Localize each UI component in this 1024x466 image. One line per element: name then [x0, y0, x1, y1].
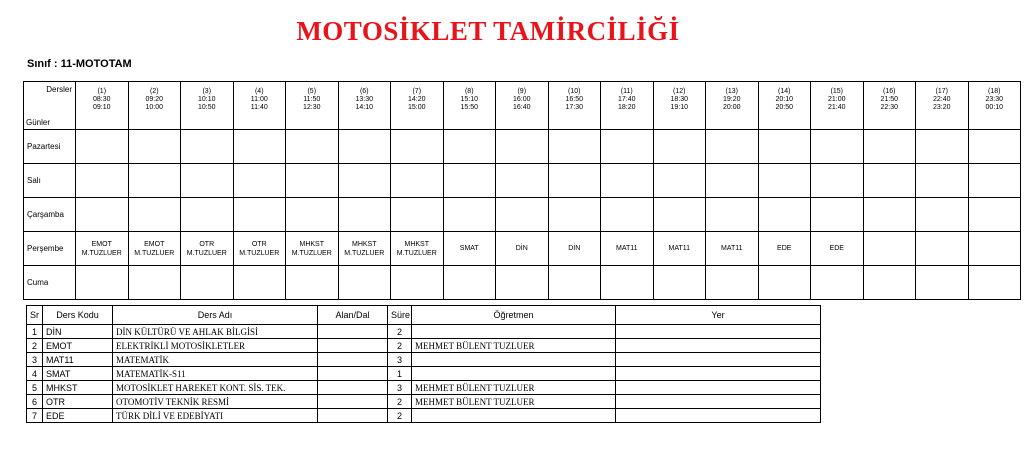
period-start: 21:50 [880, 96, 899, 103]
cell-course-code: MAT11 [720, 245, 743, 252]
period-header [338, 82, 391, 130]
period-number: (18) [988, 88, 1001, 95]
schedule-cell [286, 130, 339, 164]
cell-course-code: EDE [829, 245, 844, 252]
course-list-table [26, 305, 821, 423]
course-hours: 3 [388, 381, 412, 395]
cell-course-code: OTR [251, 240, 267, 248]
schedule-cell [391, 198, 444, 232]
period-start: 22:40 [932, 96, 951, 103]
schedule-cell [863, 198, 916, 232]
schedule-cell [496, 232, 549, 266]
schedule-cell [863, 266, 916, 300]
day-row [24, 198, 1021, 232]
course-field [318, 325, 388, 339]
schedule-cell [916, 130, 969, 164]
schedule-cell [286, 198, 339, 232]
schedule-header-row [24, 82, 1021, 130]
schedule-cell [916, 198, 969, 232]
period-end: 10:00 [145, 104, 164, 111]
course-name: TÜRK DİLİ VE EDEBİYATI [113, 409, 318, 423]
schedule-cell [391, 130, 444, 164]
day-name: Çarşamba [24, 198, 76, 232]
schedule-cell [128, 266, 181, 300]
cell-course-code: EMOT [144, 240, 165, 248]
course-teacher [412, 325, 616, 339]
schedule-cell [496, 164, 549, 198]
course-name: DİN KÜLTÜRÜ VE AHLAK BİLGİSİ [113, 325, 318, 339]
schedule-cell [181, 232, 234, 266]
course-field [318, 381, 388, 395]
course-place [616, 339, 821, 353]
schedule-cell [128, 198, 181, 232]
schedule-cell [811, 198, 864, 232]
cell-course-code: MAT11 [668, 245, 691, 252]
period-header [76, 82, 129, 130]
col-header-place: Yer [616, 306, 821, 325]
period-header [968, 82, 1021, 130]
course-row [27, 367, 821, 381]
schedule-cell [391, 164, 444, 198]
period-start: 18:30 [670, 96, 689, 103]
course-teacher: MEHMET BÜLENT TUZLUER [412, 381, 616, 395]
course-place [616, 395, 821, 409]
period-header [496, 82, 549, 130]
schedule-cell [916, 232, 969, 266]
day-name: Pazartesi [24, 130, 76, 164]
period-number: (8) [464, 88, 474, 95]
schedule-cell [758, 198, 811, 232]
cell-teacher: M.TUZLUER [396, 249, 437, 257]
course-code: MAT11 [43, 353, 113, 367]
course-code: DİN [43, 325, 113, 339]
course-sr: 1 [27, 325, 43, 339]
corner-cell [24, 82, 76, 130]
schedule-cell [601, 232, 654, 266]
schedule-cell [548, 164, 601, 198]
col-header-field: Alan/Dal [318, 306, 388, 325]
course-name: MOTOSİKLET HAREKET KONT. SİS. TEK. [113, 381, 318, 395]
schedule-cell [968, 164, 1021, 198]
schedule-cell [706, 164, 759, 198]
period-start: 16:00 [512, 96, 531, 103]
period-number: (17) [935, 88, 948, 95]
period-header [653, 82, 706, 130]
period-header [286, 82, 339, 130]
schedule-cell [128, 130, 181, 164]
period-end: 09:10 [92, 104, 111, 111]
course-code: EDE [43, 409, 113, 423]
cell-course-code: SMAT [459, 245, 479, 252]
schedule-cell [706, 130, 759, 164]
schedule-cell [233, 164, 286, 198]
schedule-cell [811, 232, 864, 266]
schedule-cell [863, 130, 916, 164]
schedule-cell [548, 232, 601, 266]
page-title: MOTOSİKLET TAMİRCİLİĞİ [296, 16, 680, 46]
schedule-cell [916, 266, 969, 300]
cell-teacher: M.TUZLUER [81, 249, 122, 257]
schedule-cell [653, 232, 706, 266]
schedule-cell [706, 266, 759, 300]
schedule-cell [181, 266, 234, 300]
period-end: 17:30 [565, 104, 584, 111]
course-code: SMAT [43, 367, 113, 381]
schedule-cell [233, 198, 286, 232]
period-start: 15:10 [460, 96, 479, 103]
period-end: 15:50 [460, 104, 479, 111]
course-row [27, 381, 821, 395]
col-header-code: Ders Kodu [43, 306, 113, 325]
period-start: 11:00 [250, 96, 268, 103]
period-number: (2) [149, 88, 159, 95]
course-row [27, 395, 821, 409]
schedule-cell [601, 266, 654, 300]
period-number: (15) [830, 88, 843, 95]
period-start: 19:20 [722, 96, 741, 103]
period-header [706, 82, 759, 130]
col-header-sr: Sr [27, 306, 43, 325]
period-header [233, 82, 286, 130]
course-sr: 5 [27, 381, 43, 395]
schedule-cell [443, 164, 496, 198]
period-number: (3) [202, 88, 212, 95]
col-header-hours: Süre [388, 306, 412, 325]
schedule-cell [338, 232, 391, 266]
period-end: 11:40 [250, 104, 268, 111]
period-header [128, 82, 181, 130]
period-number: (7) [412, 88, 422, 95]
schedule-cell [76, 266, 129, 300]
schedule-cell [968, 130, 1021, 164]
schedule-cell [338, 130, 391, 164]
schedule-cell [128, 232, 181, 266]
period-number: (14) [778, 88, 791, 95]
schedule-cell [706, 232, 759, 266]
schedule-table [23, 81, 1021, 300]
schedule-cell [758, 266, 811, 300]
course-sr: 2 [27, 339, 43, 353]
schedule-cell [181, 164, 234, 198]
schedule-cell [706, 198, 759, 232]
schedule-cell [758, 164, 811, 198]
period-number: (1) [97, 88, 107, 95]
schedule-cell [811, 164, 864, 198]
period-header [391, 82, 444, 130]
period-start: 21:00 [827, 96, 846, 103]
schedule-cell [391, 266, 444, 300]
schedule-cell [76, 130, 129, 164]
course-teacher [412, 367, 616, 381]
period-header [181, 82, 234, 130]
period-end: 23:20 [932, 104, 951, 111]
course-teacher: MEHMET BÜLENT TUZLUER [412, 339, 616, 353]
cell-course-code: MHKST [299, 240, 324, 248]
period-header [443, 82, 496, 130]
period-header [758, 82, 811, 130]
course-place [616, 353, 821, 367]
period-header [916, 82, 969, 130]
schedule-cell [76, 232, 129, 266]
cell-course-code: MAT11 [615, 245, 638, 252]
cell-teacher: M.TUZLUER [134, 249, 175, 257]
course-place [616, 367, 821, 381]
day-name: Cuma [24, 266, 76, 300]
schedule-cell [968, 198, 1021, 232]
period-start: 09:20 [145, 96, 164, 103]
schedule-cell [496, 266, 549, 300]
period-number: (13) [725, 88, 738, 95]
course-hours: 2 [388, 339, 412, 353]
day-row [24, 164, 1021, 198]
schedule-cell [968, 232, 1021, 266]
period-start: 16:50 [565, 96, 584, 103]
course-name: OTOMOTİV TEKNİK RESMİ [113, 395, 318, 409]
course-sr: 4 [27, 367, 43, 381]
course-field [318, 409, 388, 423]
period-start: 13:30 [355, 96, 374, 103]
schedule-cell [653, 266, 706, 300]
schedule-cell [338, 164, 391, 198]
course-teacher: MEHMET BÜLENT TUZLUER [412, 395, 616, 409]
course-row [27, 409, 821, 423]
schedule-cell [128, 164, 181, 198]
schedule-cell [443, 266, 496, 300]
course-place [616, 325, 821, 339]
day-name: Salı [24, 164, 76, 198]
period-header [863, 82, 916, 130]
schedule-cell [443, 232, 496, 266]
cell-course-code: DİN [568, 245, 581, 252]
period-end: 19:10 [670, 104, 689, 111]
schedule-cell [811, 266, 864, 300]
cell-course-code: MHKST [352, 240, 377, 248]
course-place [616, 409, 821, 423]
schedule-cell [391, 232, 444, 266]
course-place [616, 381, 821, 395]
period-end: 14:10 [355, 104, 374, 111]
course-hours: 3 [388, 353, 412, 367]
period-start: 10:10 [197, 96, 216, 103]
course-field [318, 339, 388, 353]
course-row [27, 353, 821, 367]
schedule-cell [496, 198, 549, 232]
schedule-cell [548, 266, 601, 300]
period-end: 20:00 [722, 104, 741, 111]
cell-teacher: M.TUZLUER [344, 249, 385, 257]
schedule-cell [181, 198, 234, 232]
day-row [24, 266, 1021, 300]
period-header [601, 82, 654, 130]
schedule-cell [916, 164, 969, 198]
course-code: MHKST [43, 381, 113, 395]
schedule-cell [653, 164, 706, 198]
course-name: MATEMATİK [113, 353, 318, 367]
cell-teacher: M.TUZLUER [291, 249, 332, 257]
col-header-name: Ders Adı [113, 306, 318, 325]
schedule-cell [548, 130, 601, 164]
period-end: 22:30 [880, 104, 899, 111]
course-hours: 2 [388, 395, 412, 409]
period-end: 21:40 [827, 104, 846, 111]
course-hours: 2 [388, 409, 412, 423]
schedule-cell [548, 198, 601, 232]
schedule-cell [758, 130, 811, 164]
period-header [548, 82, 601, 130]
course-row [27, 339, 821, 353]
period-start: 11:50 [303, 96, 321, 103]
schedule-cell [601, 164, 654, 198]
day-row [24, 130, 1021, 164]
corner-lessons-label: Dersler [46, 85, 72, 94]
schedule-cell [181, 130, 234, 164]
period-end: 15:00 [407, 104, 426, 111]
schedule-cell [968, 266, 1021, 300]
schedule-cell [338, 198, 391, 232]
cell-teacher: M.TUZLUER [186, 249, 227, 257]
schedule-cell [653, 130, 706, 164]
course-code: OTR [43, 395, 113, 409]
period-end: 16:40 [512, 104, 531, 111]
period-number: (4) [254, 88, 264, 95]
course-header-row [27, 306, 821, 325]
schedule-cell [233, 266, 286, 300]
schedule-cell [601, 130, 654, 164]
schedule-cell [76, 198, 129, 232]
period-end: 00:10 [985, 104, 1004, 111]
schedule-cell [601, 198, 654, 232]
period-number: (6) [359, 88, 369, 95]
cell-course-code: DİN [515, 245, 528, 252]
course-row [27, 325, 821, 339]
period-end: 10:50 [197, 104, 216, 111]
course-field [318, 353, 388, 367]
course-name: ELEKTRİKLİ MOTOSİKLETLER [113, 339, 318, 353]
cell-teacher: M.TUZLUER [239, 249, 280, 257]
course-hours: 2 [388, 325, 412, 339]
day-row [24, 232, 1021, 266]
period-number: (9) [517, 88, 527, 95]
day-name: Perşembe [24, 232, 76, 266]
schedule-cell [443, 198, 496, 232]
schedule-cell [811, 130, 864, 164]
schedule-cell [863, 164, 916, 198]
period-number: (10) [568, 88, 581, 95]
period-end: 20:50 [775, 104, 794, 111]
schedule-cell [286, 266, 339, 300]
schedule-cell [233, 232, 286, 266]
course-teacher [412, 353, 616, 367]
schedule-cell [758, 232, 811, 266]
course-hours: 1 [388, 367, 412, 381]
cell-course-code: OTR [199, 240, 215, 248]
schedule-cell [76, 164, 129, 198]
course-sr: 6 [27, 395, 43, 409]
class-label: Sınıf : 11-MOTOTAM [27, 58, 132, 70]
schedule-cell [286, 232, 339, 266]
period-start: 14:20 [407, 96, 426, 103]
course-field [318, 367, 388, 381]
period-header [811, 82, 864, 130]
course-sr: 3 [27, 353, 43, 367]
schedule-cell [286, 164, 339, 198]
course-sr: 7 [27, 409, 43, 423]
course-teacher [412, 409, 616, 423]
col-header-teacher: Öğretmen [412, 306, 616, 325]
schedule-cell [443, 130, 496, 164]
period-end: 18:20 [617, 104, 636, 111]
schedule-cell [496, 130, 549, 164]
corner-days-label: Günler [26, 118, 51, 127]
course-field [318, 395, 388, 409]
course-name: MATEMATİK-S11 [113, 367, 318, 381]
cell-course-code: MHKST [404, 240, 429, 248]
schedule-cell [338, 266, 391, 300]
schedule-cell [233, 130, 286, 164]
period-start: 17:40 [617, 96, 636, 103]
period-number: (5) [307, 88, 317, 95]
schedule-cell [863, 232, 916, 266]
cell-course-code: EMOT [91, 240, 112, 248]
period-end: 12:30 [302, 104, 321, 111]
period-number: (12) [673, 88, 686, 95]
period-start: 23:30 [985, 96, 1004, 103]
period-start: 08:30 [92, 96, 111, 103]
course-code: EMOT [43, 339, 113, 353]
period-number: (11) [620, 88, 633, 95]
period-number: (16) [883, 88, 896, 95]
schedule-cell [653, 198, 706, 232]
cell-course-code: EDE [777, 245, 792, 252]
period-start: 20:10 [775, 96, 794, 103]
